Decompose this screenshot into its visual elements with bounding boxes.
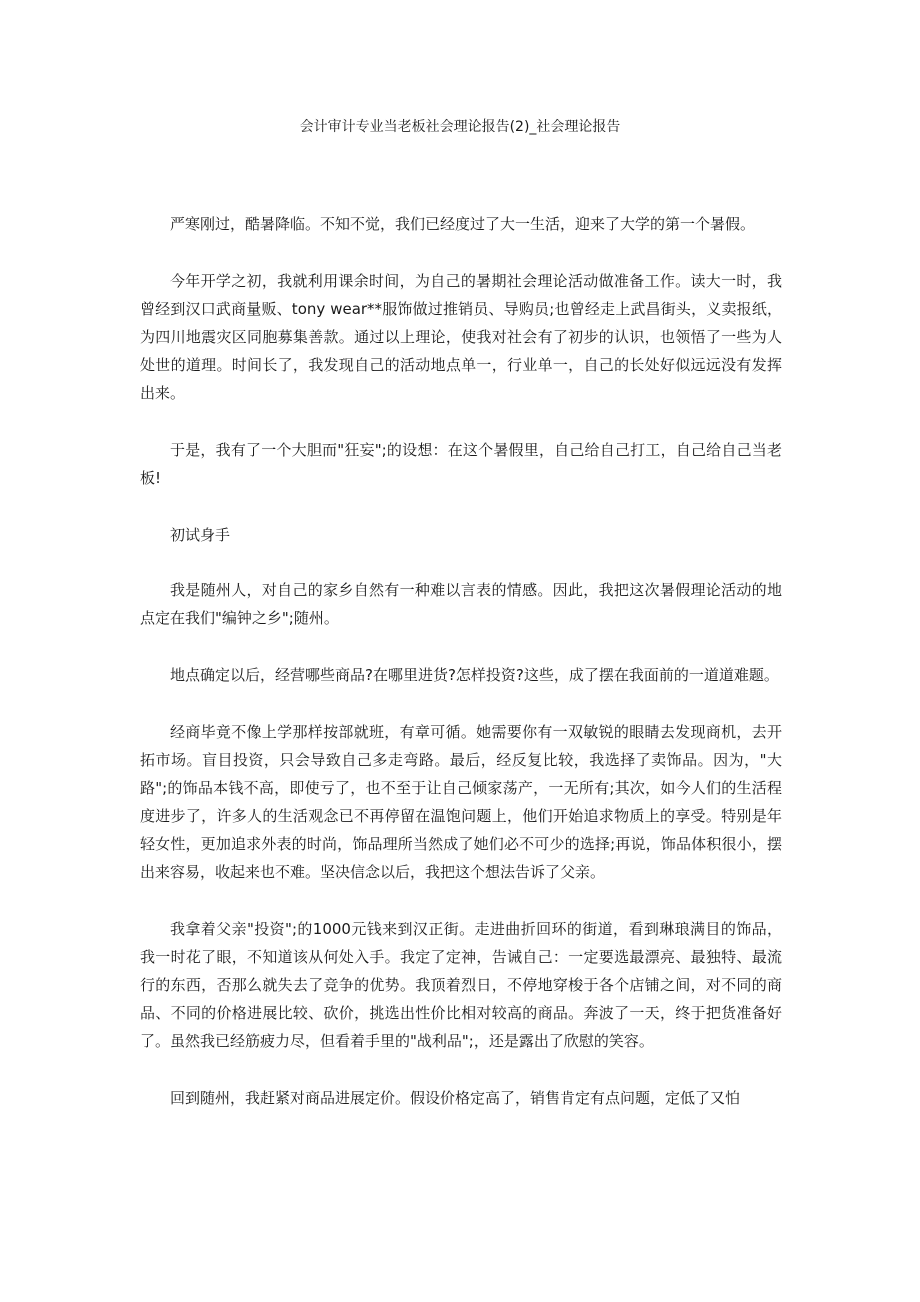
paragraph-intro: 严寒刚过，酷暑降临。不知不觉，我们已经度过了大一生活，迎来了大学的第一个暑假。 [170,215,756,233]
paragraph-pricing: 回到随州，我赶紧对商品进展定价。假设价格定高了，销售肯定有点问题，定低了又怕 [170,1089,741,1107]
paragraph-idea: 于是，我有了一个大胆而"狂妄";的设想：在这个暑假里，自己给自己打工，自己给自己当老板! [140,441,782,487]
paragraph-questions: 地点确定以后，经营哪些商品?在哪里进货?怎样投资?这些，成了摆在我面前的一道道难题。 [170,666,779,684]
paragraph-preparation: 今年开学之初，我就利用课余时间，为自己的暑期社会理论活动做准备工作。读大一时，我曾经到汉口武商量贩、tony wear**服饰做过推销员、导购员;也曾经走上武昌街头，义卖报纸，为四川地震灾区同胞募集善款。通过以上理论，使我对社会有了初步的认识，也领悟了一些为人处世的道理。时间长了，我发现自己的活动地点单一，行业单一，自己的长处好似远远没有发挥出来。 [140,272,782,402]
paragraph-choice: 经商毕竟不像上学那样按部就班，有章可循。她需要你有一双敏锐的眼睛去发现商机，去开拓市场。盲目投资，只会导致自己多走弯路。最后，经反复比较，我选择了卖饰品。因为，"大路";的饰品本钱不高，即使亏了，也不至于让自己倾家荡产，一无所有;其次，如今人们的生活程度进步了，许多人的生活观念已不再停留在温饱问题上，他们开始追求物质上的享受。特别是年轻女性，更加追求外表的时尚，饰品理所当然成了她们必不可少的选择;再说，饰品体积很小，摆出来容易，收起来也不难。坚决信念以后，我把这个想法告诉了父亲。 [140,723,782,881]
paragraph-location: 我是随州人，对自己的家乡自然有一种难以言表的情感。因此，我把这次暑假理论活动的地点定在我们"编钟之乡";随州。 [140,581,782,627]
section-heading: 初试身手 [170,526,231,544]
document-body [140,210,782,1141]
paragraph-purchasing: 我拿着父亲"投资";的1000元钱来到汉正街。走进曲折回环的街道，看到琳琅满目的饰品，我一时花了眼，不知道该从何处入手。我定了定神，告诫自己：一定要选最漂亮、最独特、最流行的东西，否那么就失去了竞争的优势。我顶着烈日，不停地穿梭于各个店铺之间，对不同的商品、不同的价格进展比较、砍价，挑选出性价比相对较高的商品。奔波了一天，终于把货准备好了。虽然我已经筋疲力尽，但看着手里的"战利品";，还是露出了欣慰的笑容。 [140,920,782,1050]
document-title: 会计审计专业当老板社会理论报告(2)_社会理论报告 [299,119,621,135]
